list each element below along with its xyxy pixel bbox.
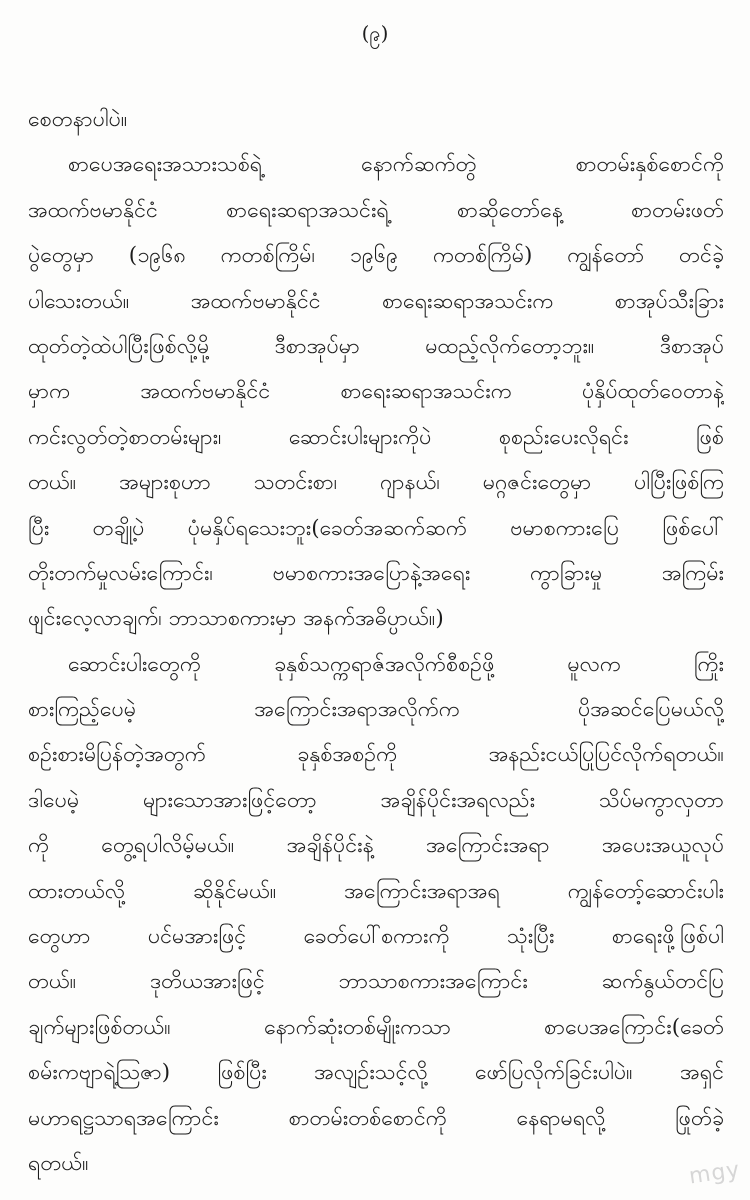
page-number: (၉) <box>361 21 389 45</box>
text-line: မှာက အထက်ဗမာနိုင်ငံ စာရေးဆရာအသင်းက ပုံနှိပ်ထုတ်ဝေတာနဲ့ <box>28 379 724 405</box>
text-line: ကို တွေ့ရပါလိမ့်မယ်။ အချိန်ပိုင်းနဲ့ အကြောင်းအရာ အပေးအယူလုပ် <box>28 833 724 859</box>
text-line: တယ်။ ဒုတိယအားဖြင့် ဘာသာစကားအကြောင်း ဆက်နွယ်တင်ပြ <box>28 969 724 995</box>
text-line: ပြီး တချို့ပဲ ပုံမနှိပ်ရသေးဘူး(ခေတ်အဆက်ဆက် ဗမာစကားပြေ ဖြစ်ပေါ် <box>28 515 724 541</box>
text-line: ထားတယ်လို့ ဆိုနိုင်မယ်။ အကြောင်းအရာအရ ကျွန်တော့်ဆောင်းပါး <box>28 878 724 904</box>
text-line: ဆောင်းပါးတွေကို ခုနှစ်သက္ကရာဇ်အလိုက်စီစဉ်ဖို့ မူလက ကြိုး <box>68 651 724 677</box>
text-line: စာပေအရေးအသားသစ်ရဲ့ နောက်ဆက်တွဲ စာတမ်းနှစ်စောင်ကို <box>68 152 724 178</box>
watermark: mgy <box>687 1157 742 1190</box>
text-line: တိုးတက်မှုလမ်းကြောင်း၊ ဗမာစကားအပြောနဲ့အရေး ကွာခြားမှု အကြမ်း <box>28 560 724 586</box>
text-line: တယ်။ အများစုဟာ သတင်းစာ၊ ဂျာနယ်၊ မဂ္ဂဇင်းတွေမှာ ပါပြီးဖြစ်ကြ <box>28 470 724 496</box>
text-line: ဖျင်းလေ့လာချက်၊ ဘာသာစကားမှာ အနက်အဓိပ္ပာယ်။) <box>28 606 444 632</box>
text-line: ဒါပေမဲ့ များသောအားဖြင့်တော့ အချိန်ပိုင်းအရလည်း သိပ်မကွာလှတာ <box>28 787 724 813</box>
text-line: စားကြည့်ပေမဲ့ အကြောင်းအရာအလိုက်က ပိုအဆင်ပြေမယ်လို့ <box>28 697 724 723</box>
body-text <box>28 97 724 1186</box>
text-line: အထက်ဗမာနိုင်ငံ စာရေးဆရာအသင်းရဲ့ စာဆိုတော်နေ့ စာတမ်းဖတ် <box>28 197 724 223</box>
text-line: ပါသေးတယ်။ အထက်ဗမာနိုင်ငံ စာရေးဆရာအသင်းက စာအုပ်သီးခြား <box>28 288 724 314</box>
text-line: ရတယ်။ <box>28 1150 89 1176</box>
text-line: စဉ်းစားမိပြန်တဲ့အတွက် ခုနှစ်အစဉ်ကို အနည်းငယ်ပြုပြင်လိုက်ရတယ်။ <box>28 742 724 768</box>
text-line: မဟာရဋ္ဌသာရအကြောင်း စာတမ်းတစ်စောင်ကို နေရာမရလို့ ဖြုတ်ခဲ့ <box>28 1105 724 1131</box>
text-line: စေတနာပါပဲ။ <box>28 107 128 132</box>
text-line: ချက်များဖြစ်တယ်။ နောက်ဆုံးတစ်မျိုးကသာ စာပေအကြောင်း(ခေတ် <box>28 1014 724 1040</box>
text-line: ကင်းလွတ်တဲ့စာတမ်းများ၊ ဆောင်းပါးများကိုပဲ စုစည်းပေးလိုရင်း ဖြစ် <box>28 424 724 450</box>
text-line: စမ်းကဗျာရဲ့ဩဇာ) ဖြစ်ပြီး အလျဉ်းသင့်လို့ ဖော်ပြလိုက်ခြင်းပါပဲ။ အရှင် <box>28 1060 724 1086</box>
text-line: ပွဲတွေမှာ (၁၉၆၈ ကတစ်ကြိမ်၊ ၁၉၆၉ ကတစ်ကြိမ်) ကျွန်တော် တင်ခဲ့ <box>28 243 724 269</box>
text-line: ထုတ်တဲ့ထဲပါပြီးဖြစ်လို့မို့ ဒီစာအုပ်မှာ မထည့်လိုက်တော့ဘူး။ ဒီစာအုပ် <box>28 333 724 359</box>
text-line: တွေဟာ ပင်မအားဖြင့် ခေတ်ပေါ်စကားကို သုံးပြီး စာရေးဖို့ဖြစ်ပါ <box>28 924 724 950</box>
